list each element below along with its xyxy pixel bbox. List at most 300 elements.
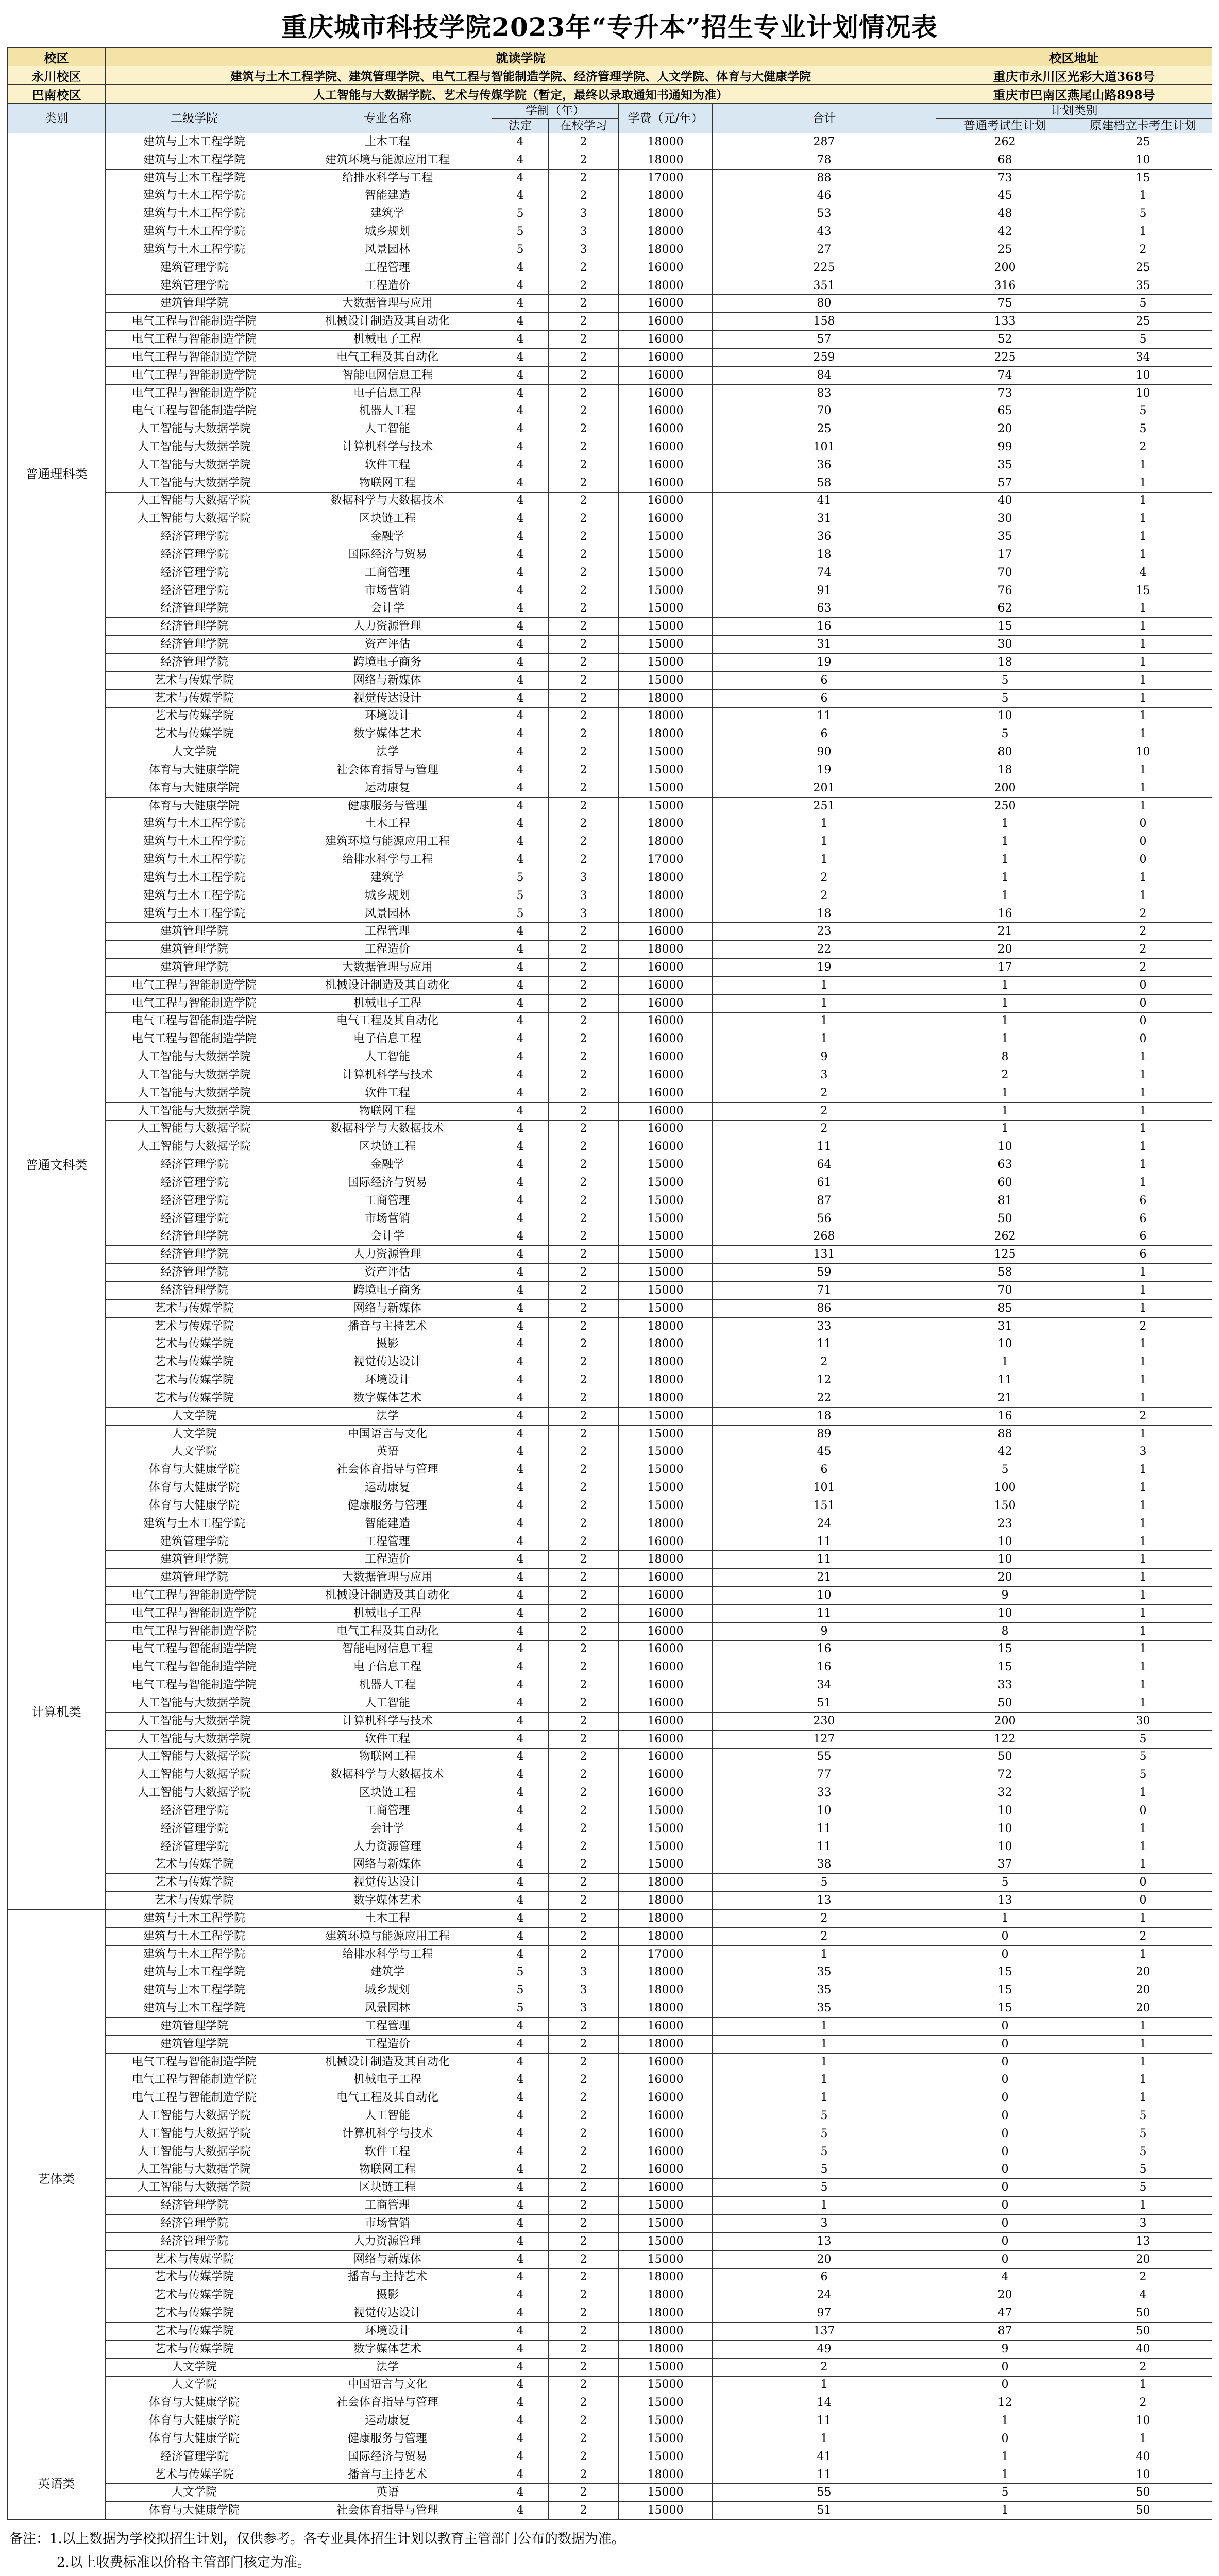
table-row [8, 582, 1212, 600]
legal-years: 4 [492, 2053, 549, 2071]
major-name: 资产评估 [283, 1264, 492, 1282]
total: 51 [713, 2502, 936, 2520]
general-plan: 25 [936, 241, 1074, 259]
legal-years: 5 [492, 869, 549, 887]
general-plan: 50 [936, 1694, 1074, 1713]
general-plan: 70 [936, 564, 1074, 582]
college: 电气工程与智能制造学院 [106, 2089, 283, 2107]
study-years: 2 [549, 2448, 619, 2466]
legal-years: 5 [492, 223, 549, 241]
table-row [8, 528, 1212, 546]
major-name: 给排水科学与工程 [283, 851, 492, 869]
table-row [8, 1963, 1212, 1981]
legal-years: 4 [492, 1353, 549, 1371]
study-years: 2 [549, 133, 619, 151]
tuition-fee: 15000 [619, 1282, 713, 1300]
table-row [8, 941, 1212, 959]
legal-years: 4 [492, 1282, 549, 1300]
total: 11 [713, 1533, 936, 1551]
general-plan: 0 [936, 2035, 1074, 2053]
tuition-fee: 18000 [619, 1981, 713, 1999]
study-years: 2 [549, 1317, 619, 1335]
general-plan: 30 [936, 636, 1074, 654]
tuition-fee: 15000 [619, 546, 713, 564]
college: 建筑管理学院 [106, 1533, 283, 1551]
table-row [8, 2286, 1212, 2304]
legal-years: 4 [492, 994, 549, 1012]
total: 2 [713, 887, 936, 905]
veteran-plan: 1 [1074, 1515, 1212, 1533]
veteran-plan: 0 [1074, 976, 1212, 994]
major-name: 市场营销 [283, 1210, 492, 1228]
college: 艺术与传媒学院 [106, 1317, 283, 1335]
study-years: 2 [549, 1694, 619, 1713]
college: 经济管理学院 [106, 1228, 283, 1246]
header-plan-type: 计划类别 [936, 104, 1212, 119]
tuition-fee: 16000 [619, 1622, 713, 1640]
general-plan: 0 [936, 2017, 1074, 2035]
page-title: 重庆城市科技学院2023年“专升本”招生专业计划情况表 [281, 12, 938, 42]
total: 34 [713, 1676, 936, 1694]
table-row [8, 618, 1212, 636]
college: 建筑与土木工程学院 [106, 1963, 283, 1981]
table-row [8, 2071, 1212, 2089]
general-plan: 0 [936, 2107, 1074, 2125]
major-name: 智能建造 [283, 187, 492, 205]
footer-notes [7, 2527, 1212, 2576]
study-years: 2 [549, 2089, 619, 2107]
study-years: 2 [549, 1676, 619, 1694]
college: 建筑与土木工程学院 [106, 151, 283, 169]
total: 1 [713, 2089, 936, 2107]
veteran-plan: 1 [1074, 1120, 1212, 1138]
veteran-plan: 34 [1074, 348, 1212, 366]
table-row [8, 636, 1212, 654]
veteran-plan: 1 [1074, 2197, 1212, 2215]
table-row [8, 671, 1212, 689]
tuition-fee: 16000 [619, 2071, 713, 2089]
table-row [8, 1766, 1212, 1784]
total: 57 [713, 331, 936, 349]
general-plan: 17 [936, 959, 1074, 977]
tuition-fee: 16000 [619, 1712, 713, 1730]
general-plan: 316 [936, 277, 1074, 295]
legal-years: 4 [492, 313, 549, 331]
general-plan: 18 [936, 654, 1074, 672]
total: 12 [713, 1371, 936, 1389]
general-plan: 30 [936, 510, 1074, 528]
legal-years: 4 [492, 1156, 549, 1174]
legal-years: 4 [492, 2197, 549, 2215]
plan-header-row-1 [8, 104, 1212, 119]
total: 225 [713, 259, 936, 277]
table-row [8, 2323, 1212, 2341]
campus-name: 永川校区 [8, 66, 106, 85]
major-name: 风景园林 [283, 905, 492, 923]
veteran-plan: 0 [1074, 1874, 1212, 1892]
veteran-plan: 1 [1074, 1425, 1212, 1443]
study-years: 2 [549, 2323, 619, 2341]
total: 1 [713, 2035, 936, 2053]
college: 电气工程与智能制造学院 [106, 1676, 283, 1694]
study-years: 2 [549, 366, 619, 384]
veteran-plan: 1 [1074, 1479, 1212, 1497]
total: 11 [713, 707, 936, 725]
total: 35 [713, 1963, 936, 1981]
major-name: 数据科学与大数据技术 [283, 1120, 492, 1138]
legal-years: 4 [492, 564, 549, 582]
legal-years: 4 [492, 1389, 549, 1407]
general-plan: 16 [936, 905, 1074, 923]
total: 83 [713, 384, 936, 402]
legal-years: 4 [492, 1210, 549, 1228]
general-plan: 15 [936, 1640, 1074, 1658]
college: 经济管理学院 [106, 600, 283, 618]
legal-years: 4 [492, 1497, 549, 1515]
college: 建筑管理学院 [106, 2017, 283, 2035]
table-row [8, 1317, 1212, 1335]
college: 建筑与土木工程学院 [106, 1927, 283, 1945]
veteran-plan: 0 [1074, 815, 1212, 833]
tuition-fee: 16000 [619, 2089, 713, 2107]
college: 艺术与传媒学院 [106, 2466, 283, 2484]
tuition-fee: 18000 [619, 1892, 713, 1910]
tuition-fee: 16000 [619, 976, 713, 994]
legal-years: 4 [492, 438, 549, 456]
total: 11 [713, 1335, 936, 1353]
major-name: 会计学 [283, 1228, 492, 1246]
total: 1 [713, 2071, 936, 2089]
major-name: 环境设计 [283, 707, 492, 725]
major-name: 建筑学 [283, 1963, 492, 1981]
general-plan: 47 [936, 2304, 1074, 2323]
table-row [8, 295, 1212, 313]
college: 人文学院 [106, 2376, 283, 2394]
veteran-plan: 40 [1074, 2448, 1212, 2466]
veteran-plan: 1 [1074, 1497, 1212, 1515]
college: 经济管理学院 [106, 2215, 283, 2233]
legal-years: 4 [492, 779, 549, 797]
college: 经济管理学院 [106, 1802, 283, 1820]
legal-years: 4 [492, 1676, 549, 1694]
table-row [8, 1210, 1212, 1228]
veteran-plan: 2 [1074, 959, 1212, 977]
tuition-fee: 16000 [619, 1676, 713, 1694]
veteran-plan: 2 [1074, 1317, 1212, 1335]
total: 127 [713, 1730, 936, 1748]
general-plan: 45 [936, 187, 1074, 205]
total: 158 [713, 313, 936, 331]
college: 建筑与土木工程学院 [106, 815, 283, 833]
tuition-fee: 16000 [619, 2161, 713, 2179]
veteran-plan: 1 [1074, 1299, 1212, 1317]
study-years: 2 [549, 259, 619, 277]
major-name: 区块链工程 [283, 1138, 492, 1156]
major-name: 土木工程 [283, 815, 492, 833]
general-plan: 1 [936, 2502, 1074, 2520]
tuition-fee: 16000 [619, 1604, 713, 1622]
major-name: 工程管理 [283, 2017, 492, 2035]
college: 电气工程与智能制造学院 [106, 994, 283, 1012]
legal-years: 4 [492, 689, 549, 707]
tuition-fee: 15000 [619, 618, 713, 636]
veteran-plan: 1 [1074, 2430, 1212, 2448]
veteran-plan: 1 [1074, 2376, 1212, 2394]
tuition-fee: 15000 [619, 528, 713, 546]
tuition-fee: 15000 [619, 1425, 713, 1443]
tuition-fee: 15000 [619, 1210, 713, 1228]
veteran-plan: 15 [1074, 582, 1212, 600]
general-plan: 225 [936, 348, 1074, 366]
college: 艺术与传媒学院 [106, 707, 283, 725]
legal-years: 4 [492, 1443, 549, 1461]
study-years: 2 [549, 994, 619, 1012]
general-plan: 37 [936, 1856, 1074, 1874]
general-plan: 5 [936, 2484, 1074, 2502]
legal-years: 4 [492, 1012, 549, 1030]
campus-row-yongchuan [8, 66, 1212, 85]
study-years: 2 [549, 2125, 619, 2143]
veteran-plan: 20 [1074, 2250, 1212, 2268]
college: 艺术与传媒学院 [106, 1389, 283, 1407]
general-plan: 0 [936, 2161, 1074, 2179]
veteran-plan: 5 [1074, 420, 1212, 438]
tuition-fee: 16000 [619, 474, 713, 492]
legal-years: 4 [492, 600, 549, 618]
tuition-fee: 16000 [619, 2107, 713, 2125]
college: 电气工程与智能制造学院 [106, 1030, 283, 1048]
college: 经济管理学院 [106, 654, 283, 672]
study-years: 2 [549, 420, 619, 438]
study-years: 2 [549, 528, 619, 546]
veteran-plan: 2 [1074, 2358, 1212, 2376]
legal-years: 4 [492, 151, 549, 169]
study-years: 3 [549, 223, 619, 241]
study-years: 2 [549, 1246, 619, 1264]
legal-years: 4 [492, 707, 549, 725]
legal-years: 4 [492, 2286, 549, 2304]
total: 46 [713, 187, 936, 205]
veteran-plan: 1 [1074, 779, 1212, 797]
veteran-plan: 1 [1074, 492, 1212, 510]
college: 人工智能与大数据学院 [106, 510, 283, 528]
major-name: 英语 [283, 2484, 492, 2502]
general-plan: 1 [936, 1030, 1074, 1048]
total: 90 [713, 743, 936, 761]
table-row [8, 1192, 1212, 1210]
total: 6 [713, 2268, 936, 2286]
college: 经济管理学院 [106, 618, 283, 636]
major-name: 城乡规划 [283, 1981, 492, 1999]
tuition-fee: 15000 [619, 2484, 713, 2502]
tuition-fee: 16000 [619, 1640, 713, 1658]
total: 16 [713, 1640, 936, 1658]
major-name: 城乡规划 [283, 223, 492, 241]
study-years: 2 [549, 1264, 619, 1282]
veteran-plan: 5 [1074, 1730, 1212, 1748]
study-years: 2 [549, 671, 619, 689]
study-years: 2 [549, 923, 619, 941]
legal-years: 4 [492, 187, 549, 205]
tuition-fee: 16000 [619, 456, 713, 474]
veteran-plan: 50 [1074, 2304, 1212, 2323]
campus-header-colleges: 就读学院 [106, 48, 936, 66]
veteran-plan: 1 [1074, 707, 1212, 725]
tuition-fee: 15000 [619, 654, 713, 672]
table-row [8, 976, 1212, 994]
major-name: 机械电子工程 [283, 331, 492, 349]
table-row [8, 1658, 1212, 1676]
study-years: 2 [549, 1874, 619, 1892]
total: 55 [713, 1748, 936, 1766]
major-name: 电气工程及其自动化 [283, 2089, 492, 2107]
table-row [8, 1479, 1212, 1497]
college: 电气工程与智能制造学院 [106, 2071, 283, 2089]
college: 电气工程与智能制造学院 [106, 402, 283, 420]
general-plan: 57 [936, 474, 1074, 492]
total: 6 [713, 1461, 936, 1479]
general-plan: 10 [936, 1138, 1074, 1156]
total: 2 [713, 1353, 936, 1371]
legal-years: 4 [492, 169, 549, 187]
veteran-plan: 4 [1074, 2286, 1212, 2304]
general-plan: 1 [936, 851, 1074, 869]
general-plan: 1 [936, 976, 1074, 994]
table-row [8, 959, 1212, 977]
tuition-fee: 15000 [619, 2250, 713, 2268]
total: 63 [713, 600, 936, 618]
tuition-fee: 16000 [619, 1084, 713, 1102]
general-plan: 73 [936, 169, 1074, 187]
legal-years: 5 [492, 241, 549, 259]
college: 人工智能与大数据学院 [106, 2179, 283, 2197]
tuition-fee: 18000 [619, 1389, 713, 1407]
general-plan: 0 [936, 1927, 1074, 1945]
major-name: 跨境电子商务 [283, 654, 492, 672]
tuition-fee: 18000 [619, 151, 713, 169]
tuition-fee: 16000 [619, 1138, 713, 1156]
table-row [8, 1927, 1212, 1945]
legal-years: 4 [492, 1299, 549, 1317]
total: 5 [713, 2179, 936, 2197]
legal-years: 4 [492, 582, 549, 600]
study-years: 2 [549, 2215, 619, 2233]
table-row [8, 474, 1212, 492]
tuition-fee: 15000 [619, 600, 713, 618]
study-years: 2 [549, 618, 619, 636]
table-row [8, 1282, 1212, 1300]
veteran-plan: 0 [1074, 1012, 1212, 1030]
plan-body [8, 133, 1212, 2520]
tuition-fee: 16000 [619, 2053, 713, 2071]
study-years: 3 [549, 1999, 619, 2018]
tuition-fee: 18000 [619, 1317, 713, 1335]
legal-years: 4 [492, 1748, 549, 1766]
table-row [8, 1353, 1212, 1371]
general-plan: 15 [936, 1658, 1074, 1676]
table-row [8, 923, 1212, 941]
major-name: 物联网工程 [283, 2161, 492, 2179]
table-row [8, 2232, 1212, 2250]
tuition-fee: 15000 [619, 1192, 713, 1210]
legal-years: 4 [492, 923, 549, 941]
total: 18 [713, 905, 936, 923]
college: 体育与大健康学院 [106, 1497, 283, 1515]
table-row [8, 1694, 1212, 1713]
college: 人工智能与大数据学院 [106, 456, 283, 474]
general-plan: 52 [936, 331, 1074, 349]
study-years: 2 [549, 1371, 619, 1389]
college: 经济管理学院 [106, 1282, 283, 1300]
college: 体育与大健康学院 [106, 797, 283, 815]
study-years: 3 [549, 205, 619, 223]
major-name: 区块链工程 [283, 1784, 492, 1802]
total: 77 [713, 1766, 936, 1784]
college: 艺术与传媒学院 [106, 2268, 283, 2286]
tuition-fee: 18000 [619, 1909, 713, 1927]
table-row [8, 1299, 1212, 1317]
college: 艺术与传媒学院 [106, 2304, 283, 2323]
general-plan: 0 [936, 2053, 1074, 2071]
total: 1 [713, 2430, 936, 2448]
major-name: 视觉传达设计 [283, 2304, 492, 2323]
total: 5 [713, 1874, 936, 1892]
veteran-plan: 0 [1074, 1802, 1212, 1820]
general-plan: 23 [936, 1515, 1074, 1533]
college: 体育与大健康学院 [106, 2502, 283, 2520]
total: 9 [713, 1622, 936, 1640]
general-plan: 12 [936, 2394, 1074, 2412]
study-years: 2 [549, 1282, 619, 1300]
major-name: 计算机科学与技术 [283, 438, 492, 456]
total: 91 [713, 582, 936, 600]
total: 6 [713, 689, 936, 707]
study-years: 2 [549, 277, 619, 295]
tuition-fee: 18000 [619, 905, 713, 923]
general-plan: 0 [936, 2125, 1074, 2143]
tuition-fee: 16000 [619, 1658, 713, 1676]
college: 人工智能与大数据学院 [106, 438, 283, 456]
college: 人工智能与大数据学院 [106, 1084, 283, 1102]
table-row [8, 2215, 1212, 2233]
legal-years: 4 [492, 1084, 549, 1102]
legal-years: 4 [492, 1174, 549, 1192]
general-plan: 21 [936, 1389, 1074, 1407]
legal-years: 4 [492, 1228, 549, 1246]
tuition-fee: 16000 [619, 295, 713, 313]
college: 人文学院 [106, 2484, 283, 2502]
major-name: 运动康复 [283, 779, 492, 797]
total: 24 [713, 1515, 936, 1533]
major-name: 健康服务与管理 [283, 2430, 492, 2448]
study-years: 2 [549, 313, 619, 331]
legal-years: 4 [492, 1102, 549, 1120]
total: 19 [713, 761, 936, 779]
major-name: 金融学 [283, 1156, 492, 1174]
total: 3 [713, 2215, 936, 2233]
college: 经济管理学院 [106, 546, 283, 564]
total: 287 [713, 133, 936, 151]
college: 电气工程与智能制造学院 [106, 384, 283, 402]
major-name: 数字媒体艺术 [283, 1389, 492, 1407]
veteran-plan: 1 [1074, 689, 1212, 707]
general-plan: 10 [936, 1533, 1074, 1551]
tuition-fee: 18000 [619, 2286, 713, 2304]
total: 2 [713, 1102, 936, 1120]
total: 11 [713, 1138, 936, 1156]
general-plan: 17 [936, 546, 1074, 564]
major-name: 物联网工程 [283, 1102, 492, 1120]
